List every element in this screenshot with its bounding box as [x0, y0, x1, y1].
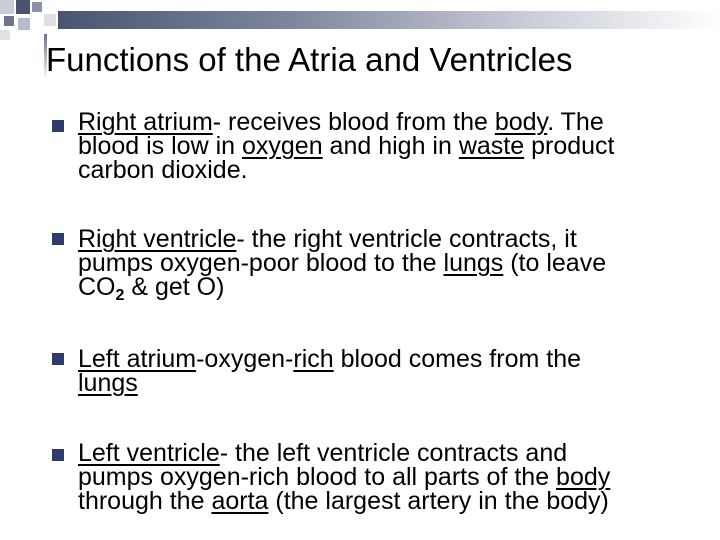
term-aorta: aorta [211, 487, 269, 515]
bullet-right-atrium [78, 110, 698, 182]
text: and high in [322, 132, 459, 160]
text: (to leave [503, 249, 607, 277]
bullet-line [78, 227, 698, 251]
slide-title: Functions of the Atria and Ventricles [46, 41, 573, 78]
bullet-line [78, 347, 698, 371]
bullet-right-ventricle [78, 225, 698, 304]
text: product [524, 132, 615, 160]
term-lungs: lungs [443, 249, 504, 277]
term-left-atrium: Left atrium [78, 345, 197, 373]
bullet-left-atrium [78, 347, 698, 395]
bullet-line [78, 273, 698, 304]
term-left-ventricle: Left ventricle [78, 439, 220, 467]
square-bullet-icon [52, 233, 64, 245]
bullet-left-ventricle [78, 441, 698, 513]
bullet-line [78, 489, 698, 513]
header-gradient-bar [58, 11, 720, 29]
text: & get O) [124, 273, 225, 301]
bullet-line [78, 251, 698, 275]
term-oxygen: oxygen [241, 132, 323, 160]
term-waste: waste [458, 132, 525, 160]
term-right-ventricle: Right ventricle [78, 225, 237, 253]
text: pumps oxygen-rich blood to all parts of the [78, 463, 557, 491]
text: -oxygen- [196, 345, 294, 373]
text: (the largest artery in the body) [268, 487, 609, 515]
square-bullet-icon [52, 449, 64, 461]
text: pumps oxygen-poor blood to the [78, 249, 444, 277]
subscript: 2 [115, 287, 125, 304]
term-lungs: lungs [78, 369, 138, 397]
bullet-line [78, 110, 698, 134]
square-bullet-icon [52, 120, 64, 132]
text: - the left ventricle contracts and [219, 439, 568, 467]
text: - the right ventricle contracts, it [236, 225, 577, 253]
text: CO [78, 273, 116, 301]
text: blood is low in [78, 132, 242, 160]
square-bullet-icon [52, 353, 64, 365]
bullet-line [78, 158, 698, 182]
bullet-line [78, 441, 698, 465]
text: blood comes from the [333, 345, 582, 373]
term-rich: rich [293, 345, 334, 373]
text: . The [547, 108, 604, 136]
term-right-atrium: Right atrium [78, 108, 213, 136]
term-body: body [494, 108, 548, 136]
term-body: body [556, 463, 611, 491]
bullet-line [78, 134, 698, 158]
text: carbon dioxide. [78, 156, 248, 184]
text: - receives blood from the [212, 108, 495, 136]
bullet-line [78, 465, 698, 489]
text: through the [78, 487, 212, 515]
bullet-line [78, 371, 698, 395]
